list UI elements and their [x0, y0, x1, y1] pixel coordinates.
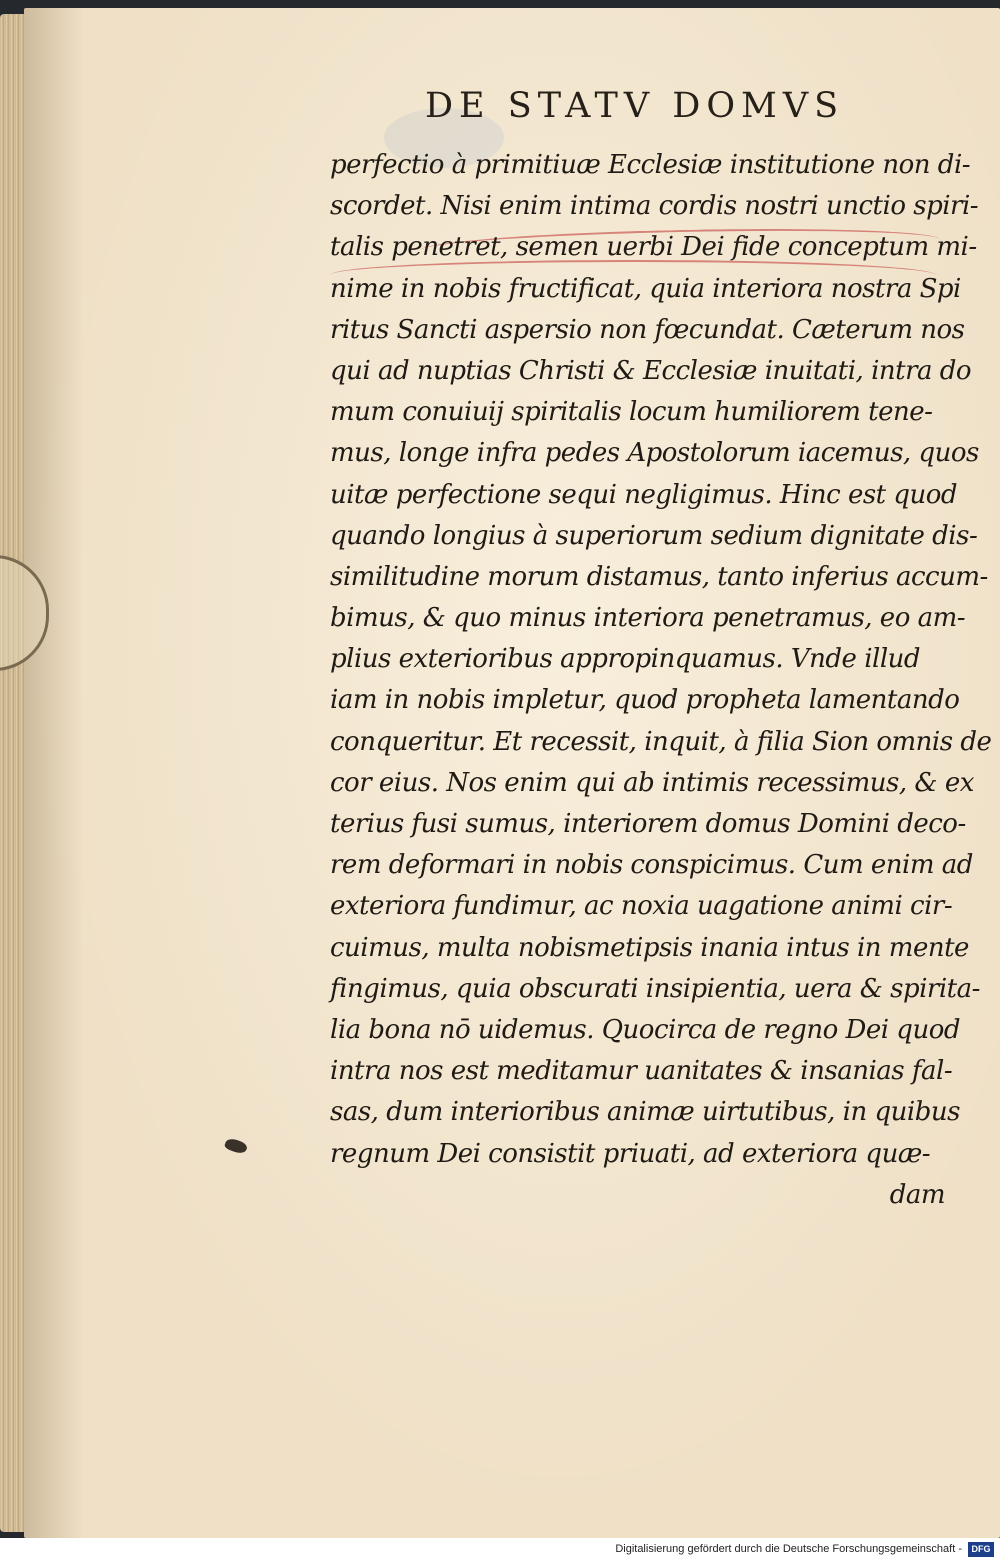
text-line: regnum Dei consistit priuati, ad exteriora quæ- — [330, 1138, 931, 1169]
text-line: qui ad nuptias Christi & Ecclesiæ inuitati, intra do — [330, 355, 972, 386]
text-line: mum conuiuij spiritalis locum humiliorem tene- — [330, 397, 933, 428]
text-line: nime in nobis fructificat, quia interiora nostra Spi — [330, 273, 961, 304]
text-line: similitudine morum distamus, tanto inferius accum- — [330, 561, 988, 592]
text-line: cuimus, multa nobismetipsis inania intus in mente — [330, 932, 969, 963]
text-line: iam in nobis impletur, quod propheta lamentando — [330, 685, 960, 716]
funding-credit: Digitalisierung gefördert durch die Deutsche Forschungsgemeinschaft - — [615, 1543, 962, 1555]
text-line: lia bona nō uidemus. Quocirca de regno Dei quod — [330, 1014, 960, 1045]
text-line: mus, longe infra pedes Apostolorum iacemus, quos — [330, 438, 979, 469]
catchword: dam — [889, 1179, 945, 1210]
text-line: perfectio à primitiuæ Ecclesiæ institutione non di- — [330, 150, 971, 180]
text-line: scordet. Nisi enim intima cordis nostri unctio spiri- — [330, 191, 979, 222]
body-text — [330, 145, 992, 1216]
text-line: ritus Sancti aspersio non fœcundat. Cæterum nos — [330, 314, 965, 345]
text-line: fingimus, quia obscurati insipientia, uera & spirita- — [330, 973, 980, 1004]
text-line: terius fusi sumus, interiorem domus Domini deco- — [330, 809, 966, 839]
text-line: cor eius. Nos enim qui ab intimis recessimus, & ex — [330, 767, 974, 798]
text-line: bimus, & quo minus interiora penetramus, eo am- — [330, 603, 966, 634]
text-line: rem deformari in nobis conspicimus. Cum enim ad — [330, 850, 973, 881]
running-head: DE STATV DOMVS — [425, 86, 845, 126]
text-line: conqueritur. Et recessit, inquit, à filia Sion omnis de — [330, 726, 992, 757]
text-line: intra nos est meditamur uanitates & insanias fal- — [330, 1056, 953, 1087]
text-line: plius exterioribus appropinquamus. Vnde illud — [330, 644, 921, 675]
text-line: uitæ perfectione sequi negligimus. Hinc est quod — [330, 479, 958, 510]
digitization-footer — [0, 1538, 1000, 1563]
text-line: talis penetret, semen uerbi Dei fide conceptum mi- — [330, 232, 977, 263]
text-line: sas, dum interioribus animæ uirtutibus, in quibus — [330, 1097, 960, 1128]
text-line: exteriora fundimur, ac noxia uagatione animi cir- — [330, 891, 953, 922]
dfg-logo-icon: DFG — [968, 1542, 994, 1557]
text-line: quando longius à superiorum sedium dignitate dis- — [330, 520, 978, 551]
